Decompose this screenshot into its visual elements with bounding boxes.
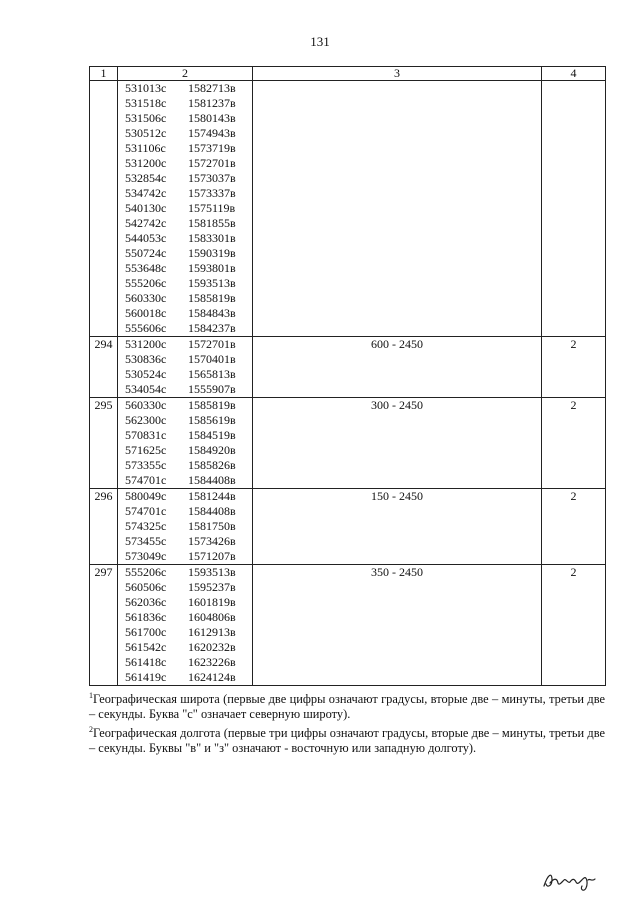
longitude-value: 1593801в: [188, 261, 236, 275]
coordinate-pair: [118, 261, 252, 276]
longitude-value: 1581750в: [188, 519, 236, 533]
coordinate-pair: [118, 489, 252, 504]
coordinate-pair: [118, 640, 252, 655]
latitude-value: 550724с: [125, 246, 167, 260]
coordinate-pair: [118, 156, 252, 171]
longitude-value: 1620232в: [188, 640, 236, 654]
coordinate-pair: [118, 321, 252, 336]
longitude-value: 1573037в: [188, 171, 236, 185]
table-row: [90, 337, 606, 398]
latitude-value: 562300с: [125, 413, 167, 427]
page-number: 131: [310, 34, 330, 49]
coordinate-pair: [118, 246, 252, 261]
area-number-cell: 295: [90, 398, 118, 489]
longitude-value: 1590319в: [188, 246, 236, 260]
latitude-value: 560018с: [125, 306, 167, 320]
latitude-value: 580049с: [125, 489, 167, 503]
coordinate-pair: [118, 443, 252, 458]
longitude-value: 1584843в: [188, 306, 236, 320]
longitude-value: 1585619в: [188, 413, 236, 427]
longitude-value: 1571207в: [188, 549, 236, 563]
longitude-value: 1584408в: [188, 504, 236, 518]
latitude-value: 532854с: [125, 171, 167, 185]
latitude-value: 540130с: [125, 201, 167, 215]
latitude-value: 570831с: [125, 428, 167, 442]
longitude-value: 1581855в: [188, 216, 236, 230]
latitude-value: 560330с: [125, 291, 167, 305]
latitude-value: 561700с: [125, 625, 167, 639]
coordinates-cell: [118, 81, 253, 337]
longitude-value: 1604806в: [188, 610, 236, 624]
coordinate-pair: [118, 337, 252, 352]
longitude-value: 1584519в: [188, 428, 236, 442]
latitude-value: 571625с: [125, 443, 167, 457]
coordinates-table: [89, 66, 606, 686]
area-number-cell: 296: [90, 489, 118, 565]
latitude-value: 531506с: [125, 111, 167, 125]
latitude-value: 574325с: [125, 519, 167, 533]
coordinate-pair: [118, 458, 252, 473]
coordinate-pair: [118, 216, 252, 231]
longitude-value: 1585819в: [188, 291, 236, 305]
latitude-value: 542742с: [125, 216, 167, 230]
coordinate-pair: [118, 111, 252, 126]
category-cell: 2: [542, 489, 606, 565]
latitude-value: 561418с: [125, 655, 167, 669]
coordinate-pair: [118, 519, 252, 534]
longitude-value: 1584237в: [188, 321, 236, 335]
latitude-value: 560330с: [125, 398, 167, 412]
coordinate-pair: [118, 595, 252, 610]
depth-range-cell: 350 - 2450: [253, 565, 542, 686]
depth-range-cell: 600 - 2450: [253, 337, 542, 398]
longitude-value: 1575119в: [188, 201, 236, 215]
column-header-3: 3: [253, 67, 542, 81]
longitude-value: 1585826в: [188, 458, 236, 472]
longitude-value: 1573337в: [188, 186, 236, 200]
latitude-value: 555606с: [125, 321, 167, 335]
category-cell: 2: [542, 337, 606, 398]
longitude-value: 1593513в: [188, 565, 236, 579]
longitude-value: 1581244в: [188, 489, 236, 503]
coordinate-pair: [118, 81, 252, 96]
coordinate-pair: [118, 625, 252, 640]
area-number-cell: 297: [90, 565, 118, 686]
longitude-value: 1585819в: [188, 398, 236, 412]
longitude-value: 1584920в: [188, 443, 236, 457]
coordinate-pair: [118, 565, 252, 580]
coordinate-pair: [118, 141, 252, 156]
coordinate-pair: [118, 398, 252, 413]
coordinate-pair: [118, 504, 252, 519]
coordinate-pair: [118, 231, 252, 246]
coordinates-cell: [118, 489, 253, 565]
coordinate-pair: [118, 96, 252, 111]
longitude-value: 1582713в: [188, 81, 236, 95]
longitude-value: 1574943в: [188, 126, 236, 140]
table-row: [90, 398, 606, 489]
coordinate-pair: [118, 201, 252, 216]
coordinate-pair: [118, 655, 252, 670]
latitude-value: 573355с: [125, 458, 167, 472]
coordinate-pair: [118, 352, 252, 367]
longitude-value: 1555907в: [188, 382, 236, 396]
latitude-value: 561419с: [125, 670, 167, 684]
footnote-mark: 2: [89, 725, 93, 734]
coordinate-pair: [118, 126, 252, 141]
column-header-1: 1: [90, 67, 118, 81]
coordinate-pair: [118, 276, 252, 291]
coordinates-cell: [118, 337, 253, 398]
latitude-value: 553648с: [125, 261, 167, 275]
coordinate-pair: [118, 382, 252, 397]
longitude-value: 1573719в: [188, 141, 236, 155]
category-cell: [542, 81, 606, 337]
latitude-value: 531518с: [125, 96, 167, 110]
longitude-value: 1593513в: [188, 276, 236, 290]
coordinate-pair: [118, 534, 252, 549]
table-row: [90, 81, 606, 337]
table-header-row: [90, 67, 606, 81]
longitude-value: 1580143в: [188, 111, 236, 125]
depth-range-cell: 300 - 2450: [253, 398, 542, 489]
latitude-value: 534742с: [125, 186, 167, 200]
coordinates-cell: [118, 398, 253, 489]
longitude-value: 1601819в: [188, 595, 236, 609]
latitude-value: 561542с: [125, 640, 167, 654]
coordinate-pair: [118, 367, 252, 382]
coordinate-pair: [118, 428, 252, 443]
latitude-value: 531106с: [125, 141, 166, 155]
latitude-value: 574701с: [125, 504, 167, 518]
longitude-value: 1624124в: [188, 670, 236, 684]
longitude-value: 1584408в: [188, 473, 236, 487]
category-cell: 2: [542, 565, 606, 686]
coordinate-pair: [118, 186, 252, 201]
footnote-text: Географическая долгота (первые три цифры означают градусы, вторые две – минуты, третьи две – секунды. Буквы "в" и "з" означают - восточную или западную долготу).: [89, 726, 605, 755]
latitude-value: 531200с: [125, 156, 167, 170]
latitude-value: 561836с: [125, 610, 167, 624]
latitude-value: 531013с: [125, 81, 167, 95]
coordinate-pair: [118, 610, 252, 625]
footnote-longitude: [89, 722, 605, 756]
coordinate-pair: [118, 171, 252, 186]
coordinate-pair: [118, 306, 252, 321]
longitude-value: 1572701в: [188, 337, 236, 351]
latitude-value: 562036с: [125, 595, 167, 609]
table-body: [90, 81, 606, 686]
footnotes: [89, 688, 605, 756]
handwritten-signature: [540, 864, 600, 894]
latitude-value: 530524с: [125, 367, 167, 381]
coordinate-pair: [118, 549, 252, 564]
latitude-value: 530836с: [125, 352, 167, 366]
coordinates-cell: [118, 565, 253, 686]
depth-range-cell: 150 - 2450: [253, 489, 542, 565]
coordinate-pair: [118, 473, 252, 488]
latitude-value: 560506с: [125, 580, 167, 594]
footnote-text: Географическая широта (первые две цифры означают градусы, вторые две – минуты, третьи две – секунды. Буква "с" означает северную широту).: [89, 692, 605, 721]
latitude-value: 555206с: [125, 276, 167, 290]
longitude-value: 1573426в: [188, 534, 236, 548]
longitude-value: 1581237в: [188, 96, 236, 110]
longitude-value: 1570401в: [188, 352, 236, 366]
coordinate-pair: [118, 670, 252, 685]
longitude-value: 1583301в: [188, 231, 236, 245]
latitude-value: 573455с: [125, 534, 167, 548]
area-number-cell: 294: [90, 337, 118, 398]
longitude-value: 1595237в: [188, 580, 236, 594]
category-cell: 2: [542, 398, 606, 489]
longitude-value: 1623226в: [188, 655, 236, 669]
latitude-value: 534054с: [125, 382, 167, 396]
latitude-value: 573049с: [125, 549, 167, 563]
longitude-value: 1612913в: [188, 625, 236, 639]
footnote-mark: 1: [89, 691, 93, 700]
table-row: [90, 489, 606, 565]
coordinate-pair: [118, 291, 252, 306]
area-number-cell: [90, 81, 118, 337]
coordinate-pair: [118, 413, 252, 428]
longitude-value: 1565813в: [188, 367, 236, 381]
longitude-value: 1572701в: [188, 156, 236, 170]
column-header-2: 2: [118, 67, 253, 81]
table-row: [90, 565, 606, 686]
coordinate-pair: [118, 580, 252, 595]
footnote-latitude: [89, 688, 605, 722]
latitude-value: 544053с: [125, 231, 167, 245]
column-header-4: 4: [542, 67, 606, 81]
latitude-value: 530512с: [125, 126, 167, 140]
depth-range-cell: [253, 81, 542, 337]
latitude-value: 574701с: [125, 473, 167, 487]
latitude-value: 531200с: [125, 337, 167, 351]
latitude-value: 555206с: [125, 565, 167, 579]
